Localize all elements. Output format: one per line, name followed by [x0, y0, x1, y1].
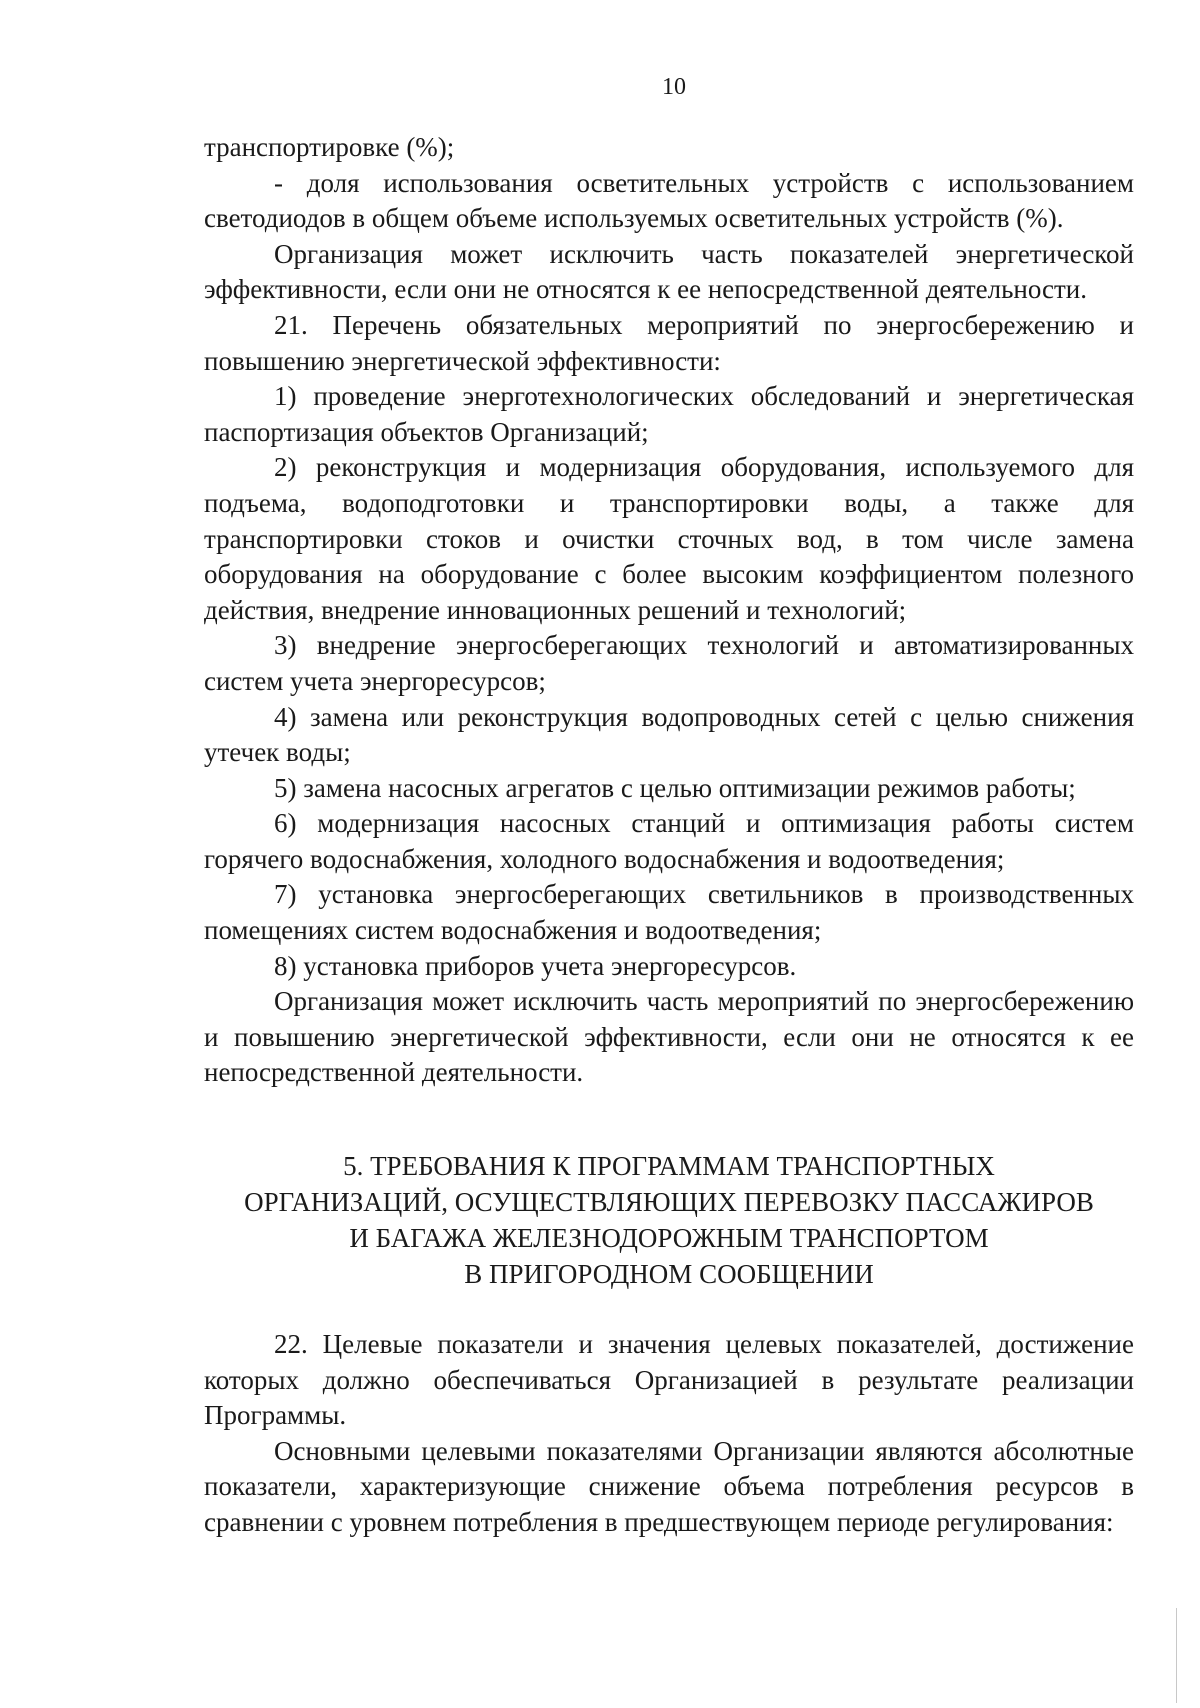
list-item: 8) установка приборов учета энергоресурсов.: [274, 950, 797, 981]
body-text-top: [204, 130, 1134, 1091]
section-heading: [204, 1148, 1134, 1292]
paragraph: транспортировке (%);: [204, 132, 455, 162]
list-item: 7) установка энергосберегающих светильников в производственных помещениях систем водоснабжения и водоотведения;: [204, 879, 1134, 946]
heading-line: В ПРИГОРОДНОМ СООБЩЕНИИ: [464, 1259, 874, 1289]
heading-line: ОРГАНИЗАЦИЙ, ОСУЩЕСТВЛЯЮЩИХ ПЕРЕВОЗКУ ПАССАЖИРОВ: [244, 1187, 1094, 1217]
paragraph: Организация может исключить часть показателей энергетической эффективности, если они не относятся к ее непосредственной деятельности.: [204, 238, 1134, 305]
body-text-bottom: [204, 1327, 1134, 1541]
paragraph: - доля использования осветительных устройств с использованием светодиодов в общем объеме используемых осветительных устройств (%).: [204, 167, 1134, 234]
list-item: 1) проведение энерготехнологических обследований и энергетическая паспортизация объектов Организаций;: [204, 381, 1134, 447]
paragraph: 21. Перечень обязательных мероприятий по энергосбережению и повышению энергетической эффективности:: [204, 309, 1134, 376]
heading-line: 5. ТРЕБОВАНИЯ К ПРОГРАММАМ ТРАНСПОРТНЫХ: [343, 1151, 995, 1181]
scan-edge-mark: [1176, 1608, 1177, 1703]
list-item: 2) реконструкция и модернизация оборудования, используемого для подъема, водоподготовки и транспортировки воды, а также для транспортировки стоков и очистки сточных вод, в том числе замена оборудования на оборудование с более высоким коэффициентом полезного действия, внедрение инновационных решений и технологий;: [204, 452, 1134, 625]
paragraph: 22. Целевые показатели и значения целевых показателей, достижение которых должно обеспечиваться Организацией в результате реализации Программы.: [204, 1329, 1134, 1431]
list-item: 4) замена или реконструкция водопроводных сетей с целью снижения утечек воды;: [204, 701, 1134, 768]
heading-line: И БАГАЖА ЖЕЛЕЗНОДОРОЖНЫМ ТРАНСПОРТОМ: [349, 1223, 989, 1253]
page-number: 10: [662, 74, 686, 100]
paragraph: Организация может исключить часть мероприятий по энергосбережению и повышению энергетической эффективности, если они не относятся к ее непосредственной деятельности.: [204, 986, 1134, 1088]
list-item: 5) замена насосных агрегатов с целью оптимизации режимов работы;: [274, 772, 1076, 803]
list-item: 6) модернизация насосных станций и оптимизация работы систем горячего водоснабжения, холодного водоснабжения и водоотведения;: [204, 808, 1134, 874]
list-item: 3) внедрение энергосберегающих технологий и автоматизированных систем учета энергоресурсов;: [204, 630, 1134, 696]
paragraph: Основными целевыми показателями Организации являются абсолютные показатели, характеризующие снижение объема потребления ресурсов в сравнении с уровнем потребления в предшествующем периоде регулирования:: [204, 1435, 1134, 1537]
